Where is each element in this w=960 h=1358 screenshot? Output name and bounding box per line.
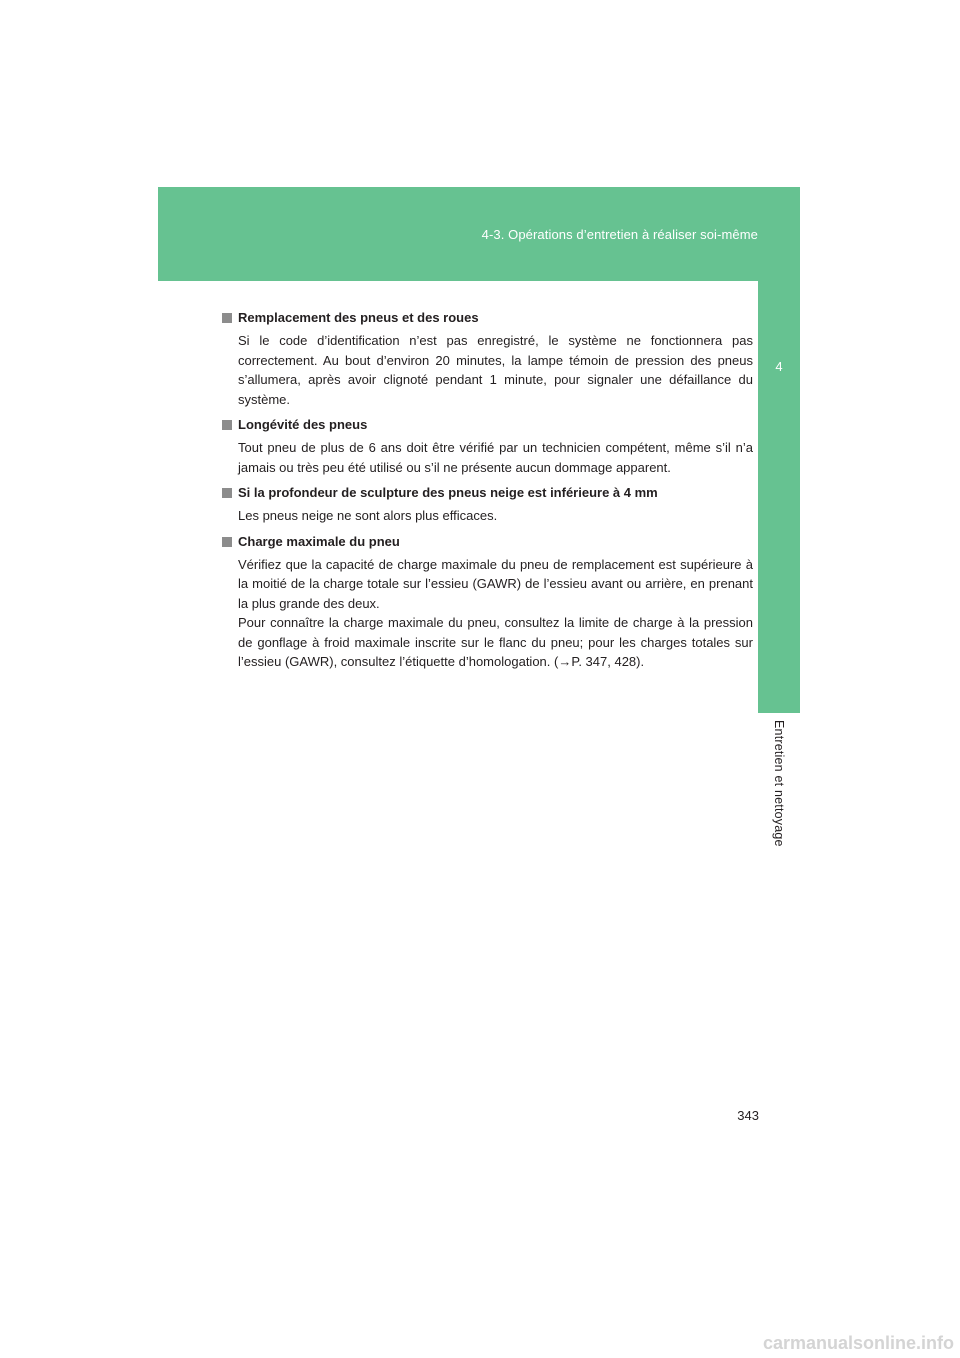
square-bullet-icon: [222, 488, 232, 498]
section-snow-tire-depth: [222, 483, 753, 526]
section-title: 4-3. Opérations d’entretien à réaliser soi-même: [481, 227, 758, 242]
square-bullet-icon: [222, 420, 232, 430]
section-heading-text: Si la profondeur de sculpture des pneus neige est inférieure à 4 mm: [238, 485, 658, 500]
section-paragraph: Vérifiez que la capacité de charge maximale du pneu de remplacement est supérieure à la moitié de la charge totale sur l’essieu (GAWR) de l’essieu avant ou arrière, en prenant la plus grande des deux.: [238, 556, 753, 611]
section-heading: [222, 532, 753, 552]
chapter-label: Entretien et nettoyage: [772, 720, 786, 847]
section-heading-text: Remplacement des pneus et des roues: [238, 310, 479, 325]
section-heading: [222, 483, 753, 503]
section-tire-longevity: [222, 415, 753, 477]
watermark: carmanualsonline.info: [762, 1333, 954, 1353]
page-number: 343: [737, 1108, 759, 1123]
section-paragraph: Tout pneu de plus de 6 ans doit être vérifié par un technicien compétent, même s’il n’a jamais ou très peu été utilisé ou s’il ne présente aucun dommage apparent.: [238, 440, 753, 475]
section-heading-text: Longévité des pneus: [238, 417, 368, 432]
page-content: [222, 308, 753, 678]
section-paragraph: Pour connaître la charge maximale du pneu, consultez la limite de charge à la pression de gonflage à froid maximale inscrite sur le flanc du pneu; pour les charges totales sur l’essieu (GAWR), consultez l’étiquette d’homologation. (→P. 347, 428).: [238, 615, 753, 669]
section-paragraph: Les pneus neige ne sont alors plus efficaces.: [238, 508, 498, 523]
square-bullet-icon: [222, 313, 232, 323]
section-heading: [222, 415, 753, 435]
section-header-band: [158, 187, 800, 281]
section-heading-text: Charge maximale du pneu: [238, 533, 400, 549]
square-bullet-icon: [222, 537, 232, 547]
section-paragraph: Si le code d’identification n’est pas enregistré, le système ne fonctionnera pas correctement. Au bout d’environ 20 minutes, la lampe témoin de pression des pneus s’allumera, après avoir clignoté pendant 1 minute, pour signaler une défaillance du système.: [238, 333, 753, 407]
section-heading: [222, 308, 753, 328]
section-max-tire-load: [222, 532, 753, 672]
section-tire-replacement: [222, 308, 753, 409]
chapter-number: 4: [775, 359, 783, 374]
chapter-tab: [758, 281, 800, 713]
